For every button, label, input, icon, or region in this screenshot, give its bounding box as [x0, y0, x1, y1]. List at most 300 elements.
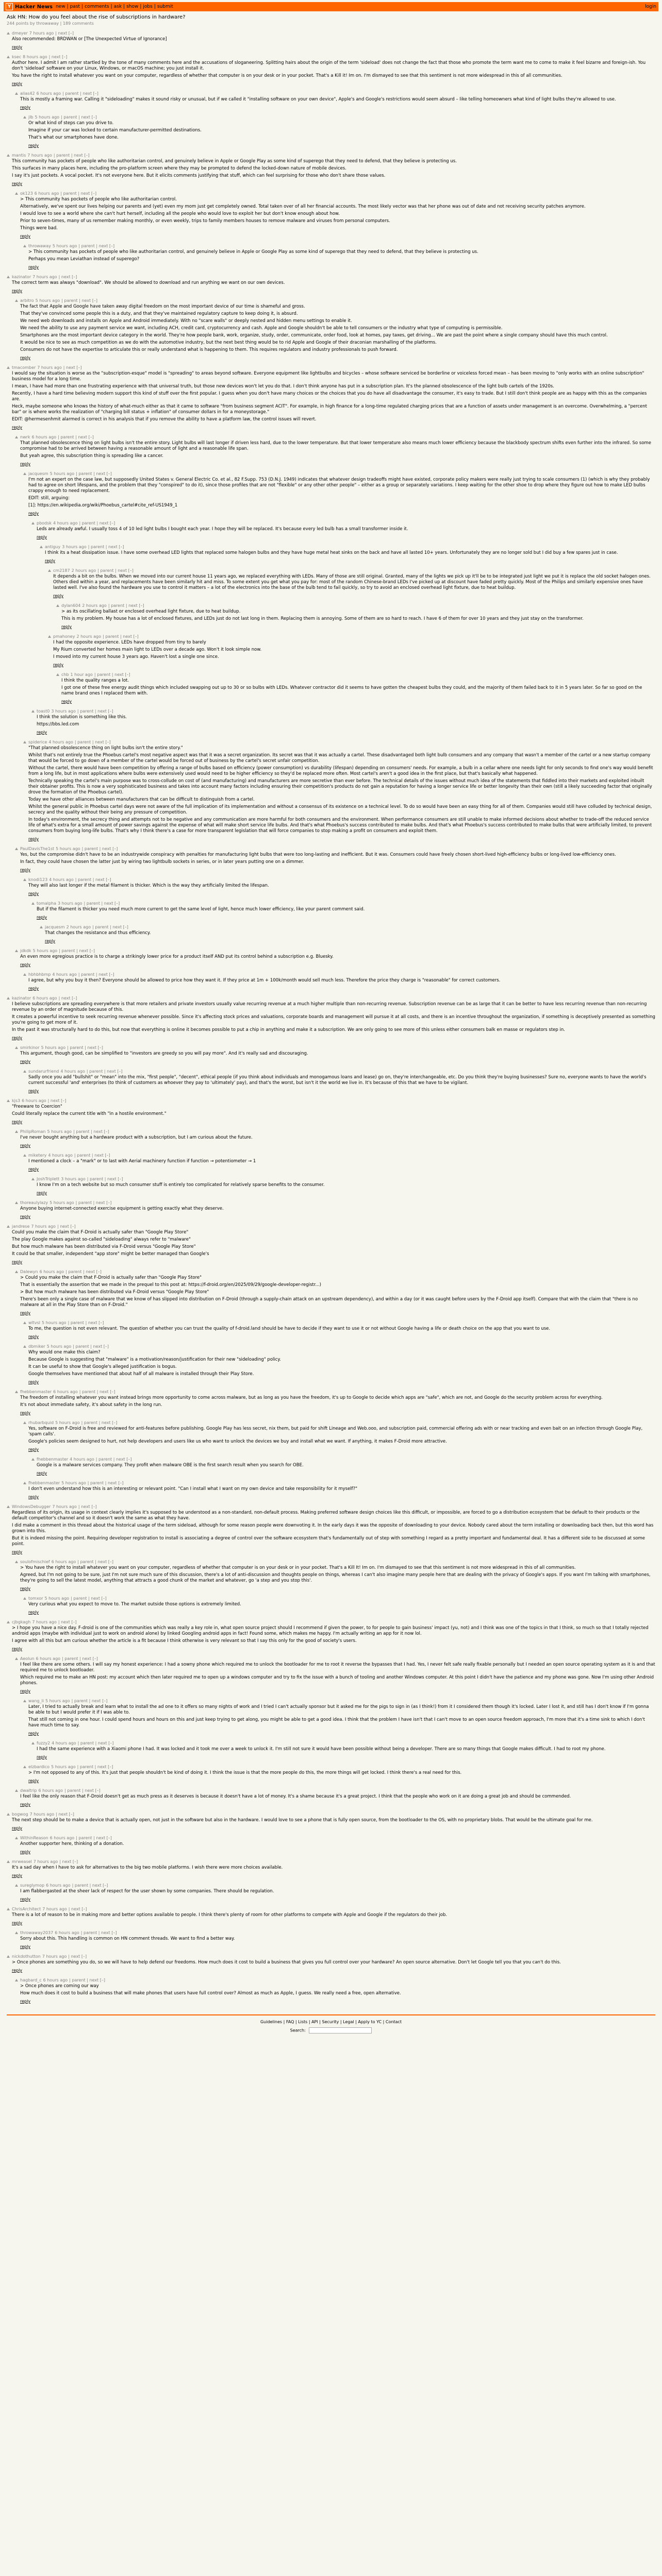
comment-age[interactable]: 5 hours ago: [49, 471, 75, 476]
comment-nav-links[interactable]: | parent | next [–]: [60, 191, 97, 196]
reply-link[interactable]: reply: [28, 511, 39, 516]
comment-nav-links[interactable]: | parent | next [–]: [71, 1596, 107, 1601]
comment-user[interactable]: mantis: [12, 153, 26, 158]
comment-nav-links[interactable]: | parent | next [–]: [73, 1129, 109, 1134]
comment-user[interactable]: toast0: [37, 709, 50, 714]
comment-age[interactable]: 6 hours ago: [49, 1836, 75, 1840]
comment-age[interactable]: 2 hours ago: [82, 603, 107, 608]
upvote-arrow-icon[interactable]: [48, 569, 51, 572]
reply-link[interactable]: reply: [37, 915, 47, 920]
upvote-arrow-icon[interactable]: [7, 1908, 10, 1910]
upvote-arrow-icon[interactable]: [23, 472, 26, 475]
comment-nav-links[interactable]: | parent | next [–]: [95, 1457, 132, 1462]
comment-user[interactable]: dmeyer: [12, 31, 28, 36]
comment-nav-links[interactable]: | next [–]: [59, 1859, 78, 1864]
comment-nav-links[interactable]: | parent | next [–]: [78, 244, 115, 248]
upvote-arrow-icon[interactable]: [56, 604, 59, 607]
upvote-arrow-icon[interactable]: [15, 192, 18, 195]
comment-user[interactable]: sureglymop: [20, 1883, 45, 1888]
comment-nav-links[interactable]: | parent | next [–]: [108, 603, 144, 608]
comment-user[interactable]: fhebbenmaster: [28, 1481, 60, 1485]
reply-link[interactable]: reply: [20, 1143, 31, 1148]
comment-user[interactable]: cm2187: [53, 568, 70, 573]
comment-age[interactable]: 5 hours ago: [56, 846, 80, 851]
nav-link-jobs[interactable]: jobs: [143, 4, 153, 9]
comment-age[interactable]: 6 hours ago: [34, 191, 59, 196]
comment-nav-links[interactable]: | parent | next [–]: [79, 521, 115, 526]
comment-nav-links[interactable]: | next [–]: [68, 1907, 87, 1911]
footer-search-input[interactable]: [309, 2027, 372, 2033]
comment-age[interactable]: 7 hours ago: [31, 1224, 56, 1229]
comment-nav-links[interactable]: | next [–]: [58, 1620, 77, 1624]
comment-user[interactable]: sundarurfriend: [28, 1069, 59, 1074]
reply-link[interactable]: reply: [20, 1586, 31, 1591]
comment-nav-links[interactable]: | next [–]: [68, 1954, 87, 1959]
comment-nav-links[interactable]: | parent | next [–]: [94, 672, 130, 677]
comment-user[interactable]: pmahoney: [53, 634, 75, 639]
comment-nav-links[interactable]: | parent | next [–]: [86, 1069, 123, 1074]
upvote-arrow-icon[interactable]: [15, 1561, 18, 1563]
reply-link[interactable]: reply: [12, 289, 23, 293]
upvote-arrow-icon[interactable]: [15, 1657, 18, 1660]
comment-user[interactable]: smirkinor: [20, 1045, 40, 1050]
reply-link[interactable]: reply: [28, 1380, 39, 1384]
comment-user[interactable]: hagbard_c: [20, 1978, 42, 1982]
comment-age[interactable]: 6 hours ago: [38, 1788, 63, 1793]
reply-link[interactable]: reply: [12, 1260, 23, 1264]
upvote-arrow-icon[interactable]: [31, 902, 35, 905]
comment-nav-links[interactable]: | parent | next [–]: [78, 972, 114, 977]
comment-age[interactable]: 5 hours ago: [44, 1596, 70, 1601]
upvote-arrow-icon[interactable]: [31, 1742, 35, 1744]
comment-nav-links[interactable]: | parent | next [–]: [62, 91, 98, 96]
upvote-arrow-icon[interactable]: [23, 1700, 26, 1702]
upvote-arrow-icon[interactable]: [23, 878, 26, 881]
upvote-arrow-icon[interactable]: [15, 1130, 18, 1133]
comment-user[interactable]: kjs3: [12, 1098, 21, 1103]
comment-age[interactable]: 4 hours ago: [52, 1741, 76, 1745]
comment-nav-links[interactable]: | next [–]: [58, 996, 77, 1001]
comment-nav-links[interactable]: | parent | next [–]: [77, 709, 113, 714]
comment-age[interactable]: 4 hours ago: [60, 1069, 85, 1074]
comment-nav-links[interactable]: | next [–]: [63, 365, 82, 370]
reply-link[interactable]: reply: [28, 1334, 39, 1339]
comment-age[interactable]: 7 hours ago: [33, 1859, 58, 1864]
reply-link[interactable]: reply: [12, 1968, 23, 1973]
reply-link[interactable]: reply: [20, 1059, 31, 1064]
upvote-arrow-icon[interactable]: [23, 1154, 26, 1157]
comment-user[interactable]: Aeolun: [20, 1656, 35, 1661]
comment-user[interactable]: jacquesm: [28, 471, 48, 476]
comment-user[interactable]: ChrisArchitect: [12, 1907, 41, 1911]
comment-age[interactable]: 5 hours ago: [35, 298, 60, 303]
comment-user[interactable]: miketery: [28, 1153, 47, 1158]
comment-nav-links[interactable]: | parent | next [–]: [81, 1420, 118, 1425]
comment-user[interactable]: rhubarbquid: [28, 1420, 54, 1425]
upvote-arrow-icon[interactable]: [7, 1621, 10, 1623]
comment-age[interactable]: 5 hours ago: [51, 1765, 76, 1769]
comment-nav-links[interactable]: | parent | next [–]: [53, 153, 90, 158]
comment-user[interactable]: antiguy: [45, 545, 61, 549]
reply-link[interactable]: reply: [20, 1214, 31, 1219]
comment-age[interactable]: 5 hours ago: [55, 1420, 80, 1425]
reply-link[interactable]: reply: [28, 1731, 39, 1736]
reply-link[interactable]: reply: [12, 1873, 23, 1878]
comment-age[interactable]: 7 hours ago: [29, 1812, 55, 1817]
comment-user[interactable]: spiderice: [28, 740, 47, 744]
comment-age[interactable]: 5 hours ago: [42, 1320, 67, 1325]
comment-age[interactable]: 7 hours ago: [52, 1504, 77, 1509]
upvote-arrow-icon[interactable]: [15, 1789, 18, 1792]
comment-age[interactable]: 2 hours ago: [66, 925, 91, 929]
comment-user[interactable]: pbodsk: [37, 521, 52, 526]
comment-nav-links[interactable]: | parent | next [–]: [73, 1344, 109, 1349]
upvote-arrow-icon[interactable]: [15, 1837, 18, 1839]
comment-age[interactable]: 7 hours ago: [27, 153, 52, 158]
comment-user[interactable]: WindowsDebugger: [12, 1504, 51, 1509]
comment-nav-links[interactable]: | parent | next [–]: [67, 1045, 103, 1050]
comment-user[interactable]: elzbardico: [28, 1765, 50, 1769]
comment-nav-links[interactable]: | parent | next [–]: [97, 568, 134, 573]
nav-link-submit[interactable]: submit: [157, 4, 173, 9]
comment-age[interactable]: 7 hours ago: [42, 1907, 67, 1911]
comment-age[interactable]: 5 hours ago: [45, 1699, 70, 1703]
comment-age[interactable]: 4 hours ago: [48, 1153, 73, 1158]
comment-age[interactable]: 1 hour ago: [70, 672, 93, 677]
comment-user[interactable]: kazinator: [12, 996, 31, 1001]
comment-nav-links[interactable]: | next [–]: [47, 1098, 67, 1103]
comment-nav-links[interactable]: | parent | next [–]: [58, 435, 94, 439]
comment-user[interactable]: ok123: [20, 191, 33, 196]
comment-age[interactable]: 5 hours ago: [35, 115, 60, 120]
reply-link[interactable]: reply: [28, 1447, 39, 1452]
reply-link[interactable]: reply: [28, 143, 39, 148]
comment-nav-links[interactable]: | parent | next [–]: [69, 1978, 105, 1982]
reply-link[interactable]: reply: [28, 1089, 39, 1093]
comment-user[interactable]: soulofmischief: [20, 1560, 50, 1564]
upvote-arrow-icon[interactable]: [40, 546, 43, 548]
upvote-arrow-icon[interactable]: [15, 1884, 18, 1887]
reply-link[interactable]: reply: [37, 1191, 47, 1195]
reply-link[interactable]: reply: [12, 1921, 23, 1925]
comment-user[interactable]: fhebbenmaster: [37, 1457, 69, 1462]
upvote-arrow-icon[interactable]: [15, 299, 18, 302]
comment-user[interactable]: fhebbenmaster: [20, 1389, 52, 1394]
upvote-arrow-icon[interactable]: [7, 1505, 10, 1508]
upvote-arrow-icon[interactable]: [7, 1099, 10, 1102]
comment-age[interactable]: 7 hours ago: [32, 1620, 57, 1624]
comment-user[interactable]: bogwog: [12, 1812, 28, 1817]
upvote-arrow-icon[interactable]: [23, 1766, 26, 1768]
reply-link[interactable]: reply: [20, 105, 31, 110]
upvote-arrow-icon[interactable]: [23, 1597, 26, 1600]
reply-link[interactable]: reply: [20, 1850, 31, 1854]
comment-nav-links[interactable]: | parent | next [–]: [92, 925, 128, 929]
comment-user[interactable]: arbitro: [20, 298, 34, 303]
comment-age[interactable]: 4 hours ago: [70, 1457, 94, 1462]
comment-nav-links[interactable]: | next [–]: [48, 55, 68, 59]
story-title[interactable]: Ask HN: How do you feel about the rise of subscriptions in hardware?: [7, 14, 186, 20]
reply-link[interactable]: reply: [20, 1689, 31, 1693]
comment-nav-links[interactable]: | parent | next [–]: [61, 298, 97, 303]
reply-link[interactable]: reply: [12, 181, 23, 186]
comment-nav-links[interactable]: | next [–]: [56, 1812, 74, 1817]
upvote-arrow-icon[interactable]: [15, 1931, 18, 1934]
reply-link[interactable]: reply: [20, 1944, 31, 1949]
upvote-arrow-icon[interactable]: [23, 1482, 26, 1484]
comment-age[interactable]: 5 hours ago: [41, 1045, 66, 1050]
comment-nav-links[interactable]: | parent | next [–]: [75, 877, 111, 882]
upvote-arrow-icon[interactable]: [15, 950, 18, 952]
comment-age[interactable]: 5 hours ago: [49, 1200, 74, 1205]
comment-user[interactable]: jdkdk: [20, 948, 31, 953]
comment-nav-links[interactable]: | parent | next [–]: [59, 948, 95, 953]
reply-link[interactable]: reply: [20, 1311, 31, 1315]
comment-user[interactable]: ksec: [12, 55, 22, 59]
comment-nav-links[interactable]: | parent | next [–]: [87, 1177, 123, 1181]
upvote-arrow-icon[interactable]: [56, 673, 59, 676]
comment-nav-links[interactable]: | parent | next [–]: [77, 1765, 113, 1769]
comment-user[interactable]: mrweasel: [12, 1859, 32, 1864]
footer-links[interactable]: Guidelines | FAQ | Lists | API | Security | Legal | Apply to YC | Contact: [260, 2020, 402, 2024]
upvote-arrow-icon[interactable]: [15, 436, 18, 438]
y-logo-icon[interactable]: Y: [6, 3, 13, 10]
upvote-arrow-icon[interactable]: [23, 245, 26, 247]
comment-user[interactable]: alias42: [20, 91, 35, 96]
nav-link-past[interactable]: past: [70, 4, 80, 9]
comment-age[interactable]: 4 hours ago: [49, 877, 74, 882]
comment-nav-links[interactable]: | parent | next [–]: [75, 1200, 112, 1205]
comment-age[interactable]: 3 hours ago: [62, 545, 87, 549]
comment-user[interactable]: WithinReason: [20, 1836, 48, 1840]
comment-user[interactable]: Dalewyn: [20, 1269, 38, 1274]
upvote-arrow-icon[interactable]: [23, 973, 26, 976]
comment-user[interactable]: wang_li: [28, 1699, 44, 1703]
reply-link[interactable]: reply: [37, 1755, 47, 1759]
reply-link[interactable]: reply: [28, 986, 39, 991]
upvote-arrow-icon[interactable]: [7, 366, 10, 369]
comment-age[interactable]: 6 hours ago: [51, 1560, 76, 1564]
comment-user[interactable]: jacquesm: [45, 925, 65, 929]
comment-age[interactable]: 3 hours ago: [61, 1177, 86, 1181]
upvote-arrow-icon[interactable]: [23, 741, 26, 743]
comment-age[interactable]: 4 hours ago: [52, 972, 77, 977]
comment-age[interactable]: 5 hours ago: [32, 948, 58, 953]
login-link[interactable]: login: [645, 4, 656, 9]
comment-user[interactable]: JoshTriplett: [37, 1177, 60, 1181]
reply-link[interactable]: reply: [37, 730, 47, 735]
upvote-arrow-icon[interactable]: [15, 848, 18, 850]
upvote-arrow-icon[interactable]: [7, 32, 10, 35]
nav-link-show[interactable]: show: [126, 4, 139, 9]
comment-age[interactable]: 6 hours ago: [43, 1978, 68, 1982]
reply-link[interactable]: reply: [20, 1897, 31, 1902]
comment-user[interactable]: knodi123: [28, 877, 48, 882]
comment-age[interactable]: 2 hours ago: [71, 568, 96, 573]
reply-link[interactable]: reply: [20, 1802, 31, 1807]
comment-age[interactable]: 6 hours ago: [22, 1098, 46, 1103]
reply-link[interactable]: reply: [53, 594, 64, 598]
comment-user[interactable]: dbmiker: [28, 1344, 45, 1349]
reply-link[interactable]: reply: [37, 535, 47, 539]
upvote-arrow-icon[interactable]: [15, 1391, 18, 1393]
comment-nav-links[interactable]: | parent | next [–]: [76, 471, 112, 476]
reply-link[interactable]: reply: [28, 1167, 39, 1172]
comment-user[interactable]: nwrk: [20, 435, 30, 439]
comment-nav-links[interactable]: | parent | next [–]: [74, 740, 111, 744]
comment-user[interactable]: tomxor: [28, 1596, 43, 1601]
comment-user[interactable]: jlb: [28, 115, 34, 120]
reply-link[interactable]: reply: [37, 1471, 47, 1476]
comment-user[interactable]: tmacomber: [12, 365, 36, 370]
upvote-arrow-icon[interactable]: [15, 1201, 18, 1204]
comment-user[interactable]: fuzzy2: [37, 1741, 51, 1745]
comment-age[interactable]: 5 hours ago: [46, 1344, 72, 1349]
upvote-arrow-icon[interactable]: [40, 926, 43, 928]
upvote-arrow-icon[interactable]: [7, 1225, 10, 1228]
comment-nav-links[interactable]: | parent | next [–]: [68, 1320, 104, 1325]
reply-link[interactable]: reply: [28, 837, 39, 841]
upvote-arrow-icon[interactable]: [7, 1813, 10, 1816]
comment-age[interactable]: 6 hours ago: [46, 1883, 71, 1888]
upvote-arrow-icon[interactable]: [31, 1458, 35, 1461]
reply-link[interactable]: reply: [28, 265, 39, 269]
site-title[interactable]: Hacker News: [15, 4, 53, 10]
comment-nav-links[interactable]: | parent | next [–]: [88, 545, 124, 549]
upvote-arrow-icon[interactable]: [7, 1860, 10, 1863]
reply-link[interactable]: reply: [45, 939, 56, 943]
upvote-arrow-icon[interactable]: [7, 276, 10, 278]
upvote-arrow-icon[interactable]: [23, 1070, 26, 1073]
comment-nav-links[interactable]: | parent | next [–]: [84, 901, 120, 906]
comment-user[interactable]: cjbgkagh: [12, 1620, 31, 1624]
comment-age[interactable]: 5 hours ago: [61, 1481, 86, 1485]
upvote-arrow-icon[interactable]: [23, 1421, 26, 1424]
comment-user[interactable]: throwaway2037: [20, 1930, 54, 1935]
comment-age[interactable]: 6 hours ago: [31, 435, 57, 439]
comment-age[interactable]: 5 hours ago: [47, 1129, 72, 1134]
reply-link[interactable]: reply: [28, 1778, 39, 1783]
nav-link-new[interactable]: new: [55, 4, 65, 9]
comment-age[interactable]: 6 hours ago: [36, 91, 61, 96]
upvote-arrow-icon[interactable]: [15, 1270, 18, 1273]
comment-age[interactable]: 6 hours ago: [32, 996, 57, 1001]
comment-user[interactable]: thoreaulylazy: [20, 1200, 48, 1205]
reply-link[interactable]: reply: [20, 962, 31, 967]
upvote-arrow-icon[interactable]: [23, 116, 26, 118]
comment-nav-links[interactable]: | parent | next [–]: [62, 1656, 98, 1661]
comment-nav-links[interactable]: | parent | next [–]: [61, 115, 97, 120]
upvote-arrow-icon[interactable]: [31, 1178, 35, 1180]
reply-link[interactable]: reply: [20, 462, 31, 466]
reply-link[interactable]: reply: [20, 1411, 31, 1415]
comment-age[interactable]: 6 hours ago: [55, 1930, 79, 1935]
comment-nav-links[interactable]: | parent | next [–]: [77, 1741, 114, 1745]
reply-link[interactable]: reply: [28, 1495, 39, 1499]
reply-link[interactable]: reply: [12, 1036, 23, 1040]
upvote-arrow-icon[interactable]: [15, 1979, 18, 1981]
comment-nav-links[interactable]: | parent | next [–]: [81, 846, 118, 851]
comment-user[interactable]: wltvsl: [28, 1320, 41, 1325]
comment-nav-links[interactable]: | parent | next [–]: [80, 1930, 117, 1935]
comment-nav-links[interactable]: | parent | next [–]: [65, 1269, 102, 1274]
reply-link[interactable]: reply: [12, 425, 23, 430]
comment-user[interactable]: throwaway: [28, 244, 51, 248]
upvote-arrow-icon[interactable]: [23, 1321, 26, 1324]
comment-user[interactable]: kazinator: [12, 275, 31, 279]
comment-age[interactable]: 5 hours ago: [52, 244, 77, 248]
comment-user[interactable]: nickdothutton: [12, 1954, 41, 1959]
comment-user[interactable]: PhilipRoman: [20, 1129, 46, 1134]
reply-link[interactable]: reply: [12, 45, 23, 49]
comment-age[interactable]: 7 hours ago: [37, 365, 62, 370]
comment-nav-links[interactable]: | next [–]: [55, 31, 74, 36]
reply-link[interactable]: reply: [12, 81, 23, 86]
upvote-arrow-icon[interactable]: [31, 522, 35, 524]
comment-user[interactable]: dylan604: [61, 603, 81, 608]
comment-user[interactable]: hbhbhbmp: [28, 972, 51, 977]
upvote-arrow-icon[interactable]: [7, 56, 10, 58]
comment-nav-links[interactable]: | parent | next [–]: [72, 1883, 108, 1888]
comment-user[interactable]: jandrese: [12, 1224, 30, 1229]
comment-age[interactable]: 3 hours ago: [51, 709, 76, 714]
reply-link[interactable]: reply: [12, 1550, 23, 1554]
nav-link-comments[interactable]: comments: [85, 4, 109, 9]
comment-age[interactable]: 4 hours ago: [53, 521, 78, 526]
comment-nav-links[interactable]: | parent | next [–]: [74, 1153, 110, 1158]
comment-nav-links[interactable]: | next [–]: [57, 1224, 76, 1229]
comment-age[interactable]: 7 hours ago: [29, 31, 54, 36]
comment-nav-links[interactable]: | next [–]: [58, 275, 77, 279]
reply-link[interactable]: reply: [20, 355, 31, 360]
reply-link[interactable]: reply: [53, 663, 64, 667]
comment-nav-links[interactable]: | parent | next [–]: [87, 1481, 124, 1485]
comment-age[interactable]: 6 hours ago: [39, 1269, 64, 1274]
reply-link[interactable]: reply: [28, 1610, 39, 1615]
comment-age[interactable]: 3 hours ago: [58, 901, 82, 906]
reply-link[interactable]: reply: [20, 868, 31, 872]
comment-nav-links[interactable]: | parent | next [–]: [77, 1560, 113, 1564]
reply-link[interactable]: reply: [28, 891, 39, 896]
reply-link[interactable]: reply: [20, 234, 31, 239]
comment-age[interactable]: 8 hours ago: [23, 55, 47, 59]
upvote-arrow-icon[interactable]: [23, 1345, 26, 1348]
comment-age[interactable]: 6 hours ago: [53, 1389, 78, 1394]
upvote-arrow-icon[interactable]: [7, 154, 10, 157]
nav-link-ask[interactable]: ask: [113, 4, 122, 9]
reply-link[interactable]: reply: [45, 558, 56, 563]
comment-nav-links[interactable]: | parent | next [–]: [103, 634, 139, 639]
reply-link[interactable]: reply: [20, 1999, 31, 2004]
upvote-arrow-icon[interactable]: [15, 1046, 18, 1049]
comment-user[interactable]: chb: [61, 672, 69, 677]
comment-user[interactable]: dwaltrip: [20, 1788, 37, 1793]
reply-link[interactable]: reply: [61, 624, 72, 629]
comment-nav-links[interactable]: | parent | next [–]: [71, 1699, 108, 1703]
reply-link[interactable]: reply: [12, 1826, 23, 1831]
reply-link[interactable]: reply: [12, 1120, 23, 1124]
comment-user[interactable]: tomalpha: [37, 901, 56, 906]
upvote-arrow-icon[interactable]: [7, 1955, 10, 1958]
comment-age[interactable]: 4 hours ago: [48, 740, 73, 744]
comment-nav-links[interactable]: | parent | next [–]: [64, 1788, 101, 1793]
upvote-arrow-icon[interactable]: [31, 710, 35, 713]
comment-nav-links[interactable]: | parent | next [–]: [79, 1389, 115, 1394]
comment-nav-links[interactable]: | next [–]: [78, 1504, 97, 1509]
upvote-arrow-icon[interactable]: [15, 92, 18, 95]
comment-age[interactable]: 6 hours ago: [36, 1656, 61, 1661]
upvote-arrow-icon[interactable]: [7, 997, 10, 999]
